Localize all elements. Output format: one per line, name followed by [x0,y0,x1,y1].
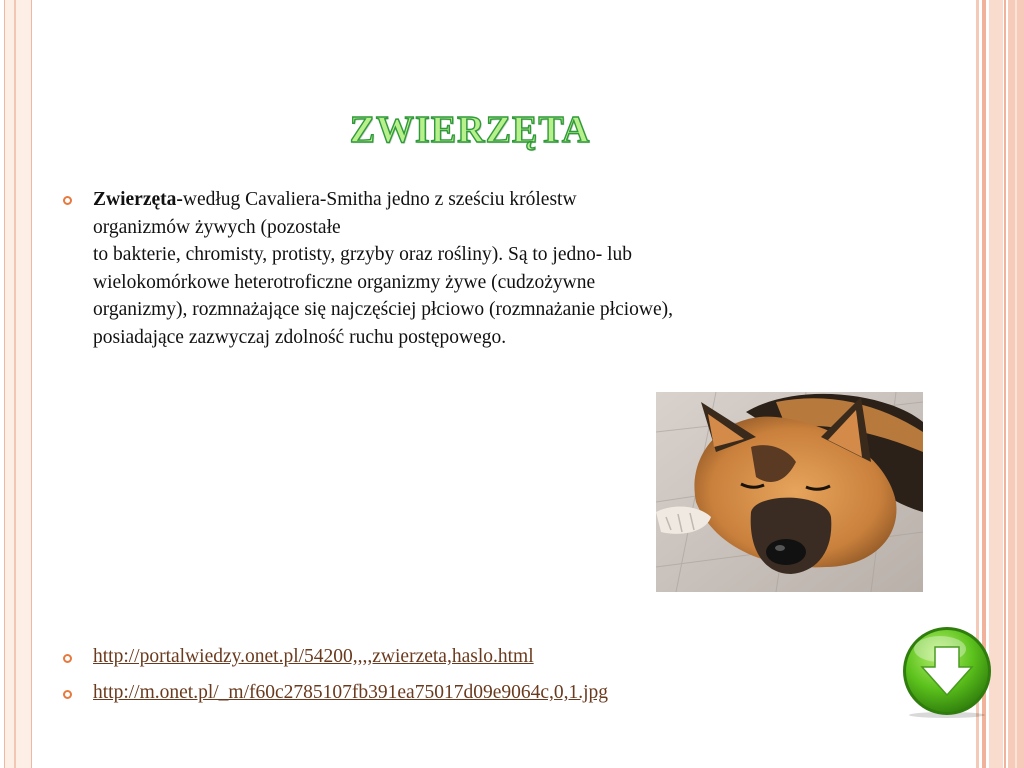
bold-term: Zwierzęta- [93,189,183,210]
source-link-2[interactable]: http://m.onet.pl/_m/f60c2785107fb391ea75017d09e9064c,0,1.jpg [93,682,609,703]
paragraph-line: według Cavaliera-Smitha jedno z sześciu królestw [182,189,577,210]
bullet-icon [63,196,72,205]
paragraph-line: to bakterie, chromisty, protisty, grzyby oraz rośliny). Są to jedno- lub [93,244,633,265]
bullet-icon [63,654,72,663]
next-slide-button[interactable] [898,625,996,719]
right-stripe [1004,0,1006,768]
source-link-1[interactable]: http://portalwiedzy.onet.pl/54200,,,,zwierzeta,haslo.html [93,646,534,667]
paragraph-line: wielokomórkowe heterotroficzne organizmy żywe (cudzożywne [93,271,596,293]
down-arrow-icon [898,625,996,719]
paragraph-line: posiadające zazwyczaj zdolność ruchu postępowego. [93,326,507,348]
slide-title: ZWIERZĘTA [349,109,591,151]
paragraph-line: organizmy), rozmnażające się najczęściej płciowo (rozmnażanie płciowe), [93,299,674,320]
bullet-icon [63,690,72,699]
paragraph-line: organizmów żywych (pozostałe [93,216,341,238]
right-stripe [1015,0,1017,768]
definition-paragraph [93,186,883,351]
dog-photo [656,392,923,592]
